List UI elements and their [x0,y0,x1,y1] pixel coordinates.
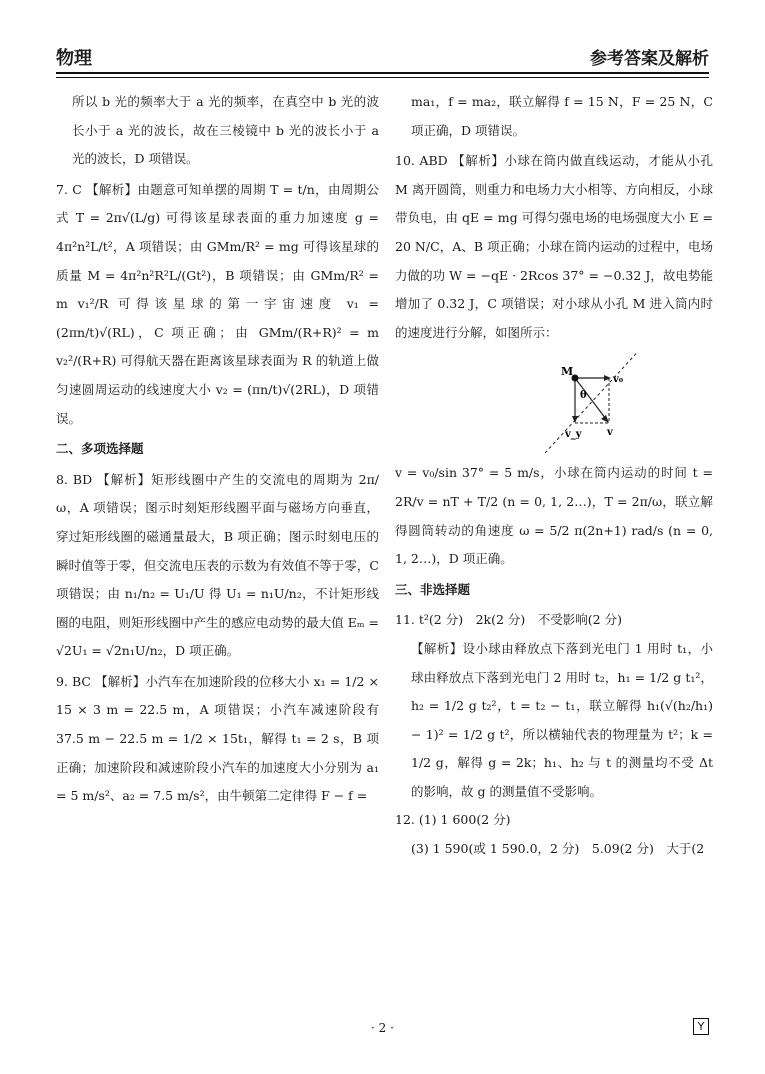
velocity-diagram [545,353,655,453]
answer-12-part3: (3) 1 590(或 1 590.0，2 分) 5.09(2 分) 大于(2 [411,841,705,857]
header-rule-thin [56,77,709,78]
answer-8: 8. BD 【解析】矩形线圈中产生的交流电的周期为 2π/ω，A 项错误；图示时刻矩形线圈平面与磁场方向垂直，穿过矩形线圈的磁通量最大，B 项正确；图示时刻电压的瞬时值等于零，但交流电压表的示数为有效值不等于零，C 项错误；由 n₁/n₂ = U₁/U 得 U₁ = n₁U/n₂，不计矩形线圈的电阻，则矩形线圈中产生的感应电动势的最大值 Eₘ = √2U₁ = √2n₁U/n₂，D 项正确。 [56,471,379,659]
header-rule [56,72,709,74]
page-header [56,38,709,74]
label-vy: v_y [565,429,582,441]
header-title: 参考答案及解析 [590,49,709,69]
label-v: v [607,427,613,439]
section-heading: 二、多项选择题 [56,441,144,457]
paragraph: 所以 b 光的频率大于 a 光的频率，在真空中 b 光的波长小于 a 光的波长，故在三棱镜中 b 光的波长小于 a 光的波长，D 项错误。 [72,94,379,167]
section-heading: 三、非选择题 [395,581,471,597]
left-column [56,88,379,811]
answer-9: 9. BC 【解析】小汽车在加速阶段的位移大小 x₁ = 1/2 × 15 × 3 m = 22.5 m，A 项错误；小汽车减速阶段有 37.5 m − 22.5 m = 1/2 × 15t₁，解得 t₁ = 2 s，B 项正确；加速阶段和减速阶段小汽车的加速度大小分别为 a₁ = 5 m/s²、a₂ = 7.5 m/s²，由牛顿第二定律得 F − f = [56,673,379,804]
answer-10-continued: v = v₀/sin 37° = 5 m/s，小球在筒内运动的时间 t = 2R/v = nT + T/2 (n = 0, 1, 2…)，T = 2π/ω，联立解得圆筒转动的角速度 ω = 5/2 π(2n+1) rad/s (n = 0, 1, 2…)，D 项正确。 [395,465,713,567]
label-theta: θ [580,390,587,402]
paragraph: ma₁，f = ma₂，联立解得 f = 15 N，F = 25 N，C 项正确，D 项错误。 [411,94,713,138]
label-m: M [561,365,574,379]
page-number: · 2 · [371,1021,394,1035]
subject-label: 物理 [56,48,92,69]
answer-10: 10. ABD 【解析】小球在筒内做直线运动，才能从小孔 M 离开圆筒，则重力和电场力大小相等、方向相反，小球带负电，由 qE = mg 可得匀强电场的电场强度大小 E = 20 N/C，A、B 项正确；小球在筒内运动的过程中，电场力做的功 W = −qE · 2Rcos 37° = −0.32 J，故电势能增加了 0.32 J，C 项错误；对小球从小孔 M 进入筒内时的速度进行分解，如图所示： [395,153,713,340]
version-mark: Y [693,1018,709,1035]
right-column [395,88,713,864]
answer-7: 7. C 【解析】由题意可知单摆的周期 T = t/n，由周期公式 T = 2π√(L/g) 可得该星球表面的重力加速度 g = 4π²n²L/t²，A 项错误；由 GMm/R² = mg 可得该星球的质量 M = 4π²n²R²L/(Gt²)，B 项错误；由 GMm/R² = m v₁²/R 可得该星球的第一宇宙速度 v₁ = (2πn/t)√(RL)，C 项正确；由 GMm/(R+R)² = m v₂²/(R+R) 可得航天器在距离该星球表面为 R 的轨道上做匀速圆周运动的线速度大小 v₂ = (πn/t)√(2RL)，D 项错误。 [56,181,379,426]
answer-12: 12. (1) 1 600(2 分) [395,812,511,828]
answer-11: 11. t²(2 分) 2k(2 分) 不受影响(2 分) [395,612,622,628]
answer-11-explanation: 【解析】设小球由释放点下落到光电门 1 用时 t₁，小球由释放点下落到光电门 2 用时 t₂，h₁ = 1/2 g t₁²，h₂ = 1/2 g t₂²，t = t₂ − t₁，联立解得 h₁(√(h₂/h₁) − 1)² = 1/2 g t²，所以横轴代表的物理量为 t²；k = 1/2 g，解得 g = 2k；h₁、h₂ 与 t 的测量均不受 Δt 的影响，故 g 的测量值不受影响。 [411,640,713,799]
label-v0: v₀ [613,374,624,386]
